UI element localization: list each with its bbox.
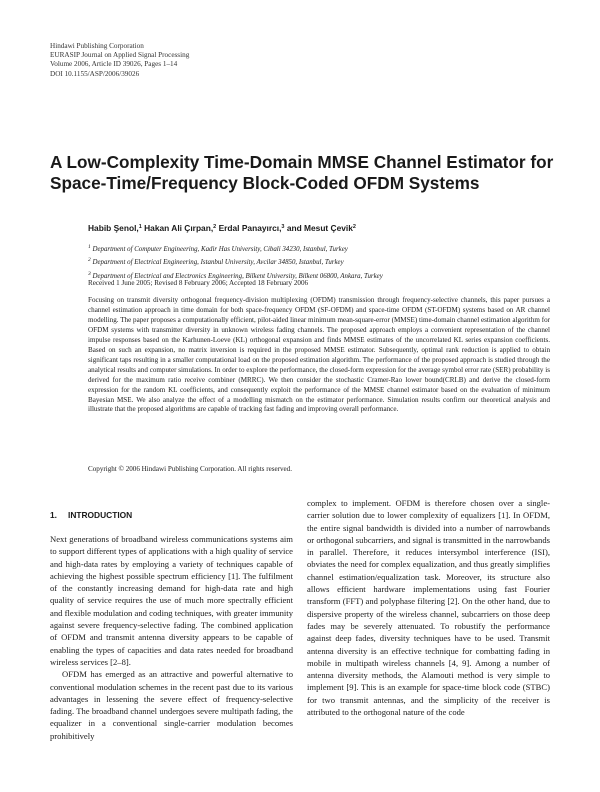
volume-line: Volume 2006, Article ID 39026, Pages 1–14: [50, 60, 178, 69]
publisher-line: Hindawi Publishing Corporation: [50, 42, 144, 50]
doi-line: DOI 10.1155/ASP/2006/39026: [50, 69, 140, 78]
right-column: [307, 497, 550, 718]
journal-line: EURASIP Journal on Applied Signal Processing: [50, 51, 190, 60]
title-line-1: A Low-Complexity Time-Domain MMSE Channel Estimator for: [50, 152, 554, 172]
copyright-notice: Copyright © 2006 Hindawi Publishing Corporation. All rights reserved.: [88, 465, 293, 473]
section-number: 1.: [50, 510, 57, 520]
paragraph: complex to implement. OFDM is therefore chosen over a single-carrier solution due to lower complexity of equalizers [1]. In OFDM, the entire signal bandwidth is divided into a number of narrowbands or orthogonal subcarriers, and signal is transmitted in the narrowbands in parallel. Therefore, it reduces intersymbol interference (ISI), obviates the need for complex equalization, and thus greatly simplifies channel estimation/equalization task. Moreover, its structure also allows efficient hardware implementations using fast Fourier transform (FFT) and polyphase filtering [2]. On the other hand, due to dispersive property of the wireless channel, subcarriers on those deep fades may be severely attenuated. To robustify the performance against deep fades, diversity techniques have to be used. Transmit antenna diversity is an effective technique for combatting fading in mobile in multipath wireless channels [4, 9]. Among a number of antenna diversity methods, the Alamouti method is very simple to implement [9]. This is an example for space-time block code (STBC) for two transmit antennas, and the simplicity of the receiver is attributed to the orthogonal nature of the code: [307, 498, 550, 718]
paragraph: OFDM has emerged as an attractive and powerful alternative to conventional modulation schemes in the recent past due to its various advantages in lessening the severe effect of frequency-selective fading. The broadband channel undergoes severe multipath fading, the equalizer in a conventional single-carrier modulation becomes prohibitively: [50, 669, 293, 741]
author-2: Hakan Ali Çırpan,$^2$: [144, 223, 217, 233]
title-line-2: Space-Time/Frequency Block-Coded OFDM Systems: [50, 173, 480, 193]
submission-dates: Received 1 June 2005; Revised 8 February 2006; Accepted 18 February 2006: [88, 279, 309, 287]
author-3: Erdal Panayırcı,$^3$: [218, 223, 285, 233]
affiliation-2: $^2$ Department of Electrical Engineering, Istanbul University, Avcilar 34850, Istanbul, Turkey: [88, 257, 344, 267]
affiliation-3: $^3$ Department of Electrical and Electronics Engineering, Bilkent University, Bilkent 06800, Ankara, Turkey: [88, 270, 383, 280]
affiliation-list: [88, 242, 383, 282]
section-title: INTRODUCTION: [68, 510, 133, 520]
paragraph: Next generations of broadband wireless communications systems aim to support different types of applications with a high quality of service and high-data rates by employing a variety of techniques capable of achieving the highest possible spectrum efficiency [1]. The fulfilment of the constantly increasing demand for high-data rate and high quality of service requires the use of much more spectrally efficient and flexible modulation and coding techniques, with greater immunity against severe frequency-selective fading. The combined application of OFDM and transmit antenna diversity appears to be capable of enabling the types of capacities and data rates needed for broadband wireless services [2–8].: [50, 534, 293, 667]
author-1: Habib Şenol,$^1$: [88, 223, 142, 233]
section-heading: [50, 510, 132, 520]
left-column: [50, 533, 293, 742]
journal-header: [50, 42, 189, 79]
paper-title: [50, 152, 570, 194]
abstract: Focusing on transmit diversity orthogonal frequency-division multiplexing (OFDM) transmission through frequency-selective channels, this paper pursues a channel estimation approach in time domain for both space-frequency OFDM (SF-OFDM) and space-time OFDM (ST-OFDM) systems based on AR channel modelling. The paper proposes a computationally efficient, pilot-aided linear minimum mean-square-error (MMSE) time-domain channel estimation algorithm for OFDM systems with transmitter diversity in unknown wireless fading channels. The proposed approach employs a convenient representation of the channel impulse responses based on the Karhunen-Loeve (KL) orthogonal expansion and finds MMSE estimates of the uncorrelated KL series expansion coefficients. Based on such an expansion, no matrix inversion is required in the proposed MMSE estimator. Subsequently, optimal rank reduction is applied to obtain significant taps resulting in a smaller computational load on the proposed estimation algorithm. The performance of the proposed approach is studied through the analytical results and computer simulations. In order to explore the performance, the closed-form expression for the average symbol error rate (SER) probability is derived for the maximum ratio receive combiner (MRRC). We then consider the stochastic Cramer-Rao lower bound(CRLB) and derive the closed-form expression for the random KL coefficients, and consequently exploit the performance of the MMSE channel estimator based on the evaluation of minimum Bayesian MSE. We also analyze the effect of a modelling mismatch on the estimator performance. Simulation results confirm our theoretical analysis and illustrate that the proposed algorithms are capable of tracking fast fading and improving overall performance.: [88, 296, 550, 414]
affiliation-1: $^1$ Department of Computer Engineering, Kadir Has University, Cibali 34230, Istanbul, Turkey: [88, 244, 348, 253]
author-4: and Mesut Çevik$^2$: [286, 223, 356, 233]
author-list: [88, 223, 356, 233]
